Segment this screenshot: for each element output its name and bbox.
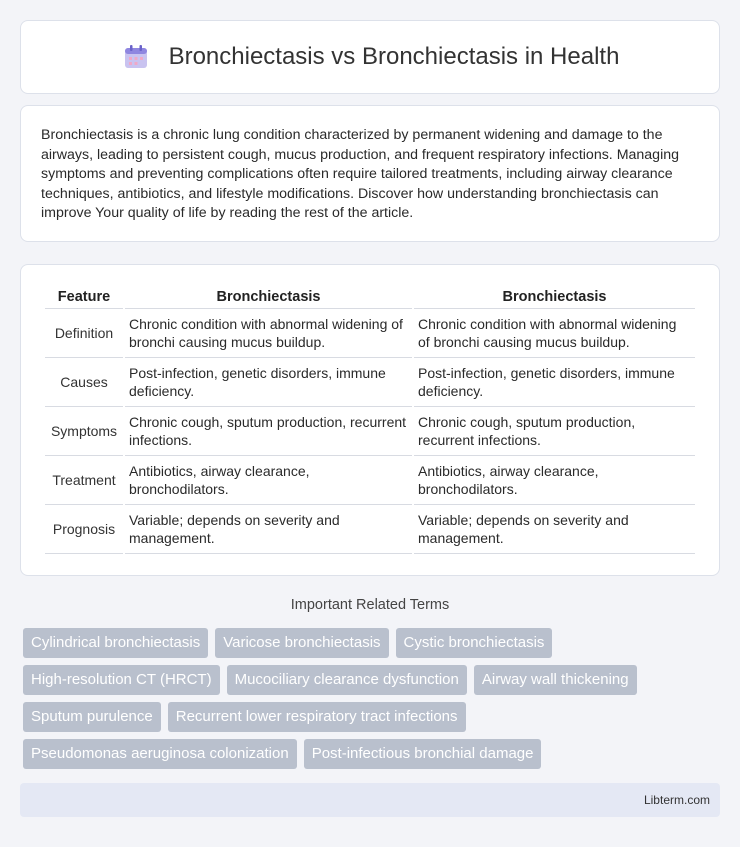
table-cell: Chronic condition with abnormal widening of bronchi causing mucus buildup. — [414, 309, 695, 358]
table-cell: Post-infection, genetic disorders, immune deficiency. — [414, 358, 695, 407]
table-cell: Chronic cough, sputum production, recurrent infections. — [414, 407, 695, 456]
table-cell: Chronic cough, sputum production, recurrent infections. — [125, 407, 412, 456]
related-term-chip[interactable]: Post-infectious bronchial damage — [304, 739, 542, 769]
intro-paragraph: Bronchiectasis is a chronic lung condition characterized by permanent widening and damage to the airways, leading to persistent cough, mucus production, and frequent respiratory infections. Managing symptoms and preventing complications often require tailored treatments, including airway clearance techniques, antibiotics, and lifestyle modifications. Discover how understanding bronchiectasis can improve Your quality of life by reading the rest of the article. — [41, 127, 680, 222]
related-term-chip[interactable]: Cylindrical bronchiectasis — [23, 628, 208, 658]
column-header: Bronchiectasis — [125, 285, 412, 309]
related-term-chip[interactable]: Airway wall thickening — [474, 665, 637, 695]
table-cell: Variable; depends on severity and management. — [414, 505, 695, 554]
intro-card — [20, 105, 720, 242]
column-header: Bronchiectasis — [414, 285, 695, 309]
related-terms-list — [23, 628, 723, 776]
header-card — [20, 20, 720, 94]
footer-brand-link[interactable]: Libterm.com — [643, 793, 710, 807]
related-term-chip[interactable]: Mucociliary clearance dysfunction — [227, 665, 467, 695]
comparison-table-card — [20, 264, 720, 576]
related-term-chip[interactable]: Recurrent lower respiratory tract infections — [168, 702, 466, 732]
related-terms-title: Important Related Terms — [290, 597, 450, 613]
table-row — [45, 309, 695, 358]
feature-cell: Treatment — [45, 456, 123, 505]
feature-cell: Definition — [45, 309, 123, 358]
table-cell: Antibiotics, airway clearance, bronchodilators. — [125, 456, 412, 505]
table-cell: Post-infection, genetic disorders, immune deficiency. — [125, 358, 412, 407]
table-row — [45, 505, 695, 554]
related-term-chip[interactable]: High-resolution CT (HRCT) — [23, 665, 220, 695]
related-term-chip[interactable]: Varicose bronchiectasis — [215, 628, 388, 658]
table-header-row — [45, 285, 695, 309]
calendar-icon — [121, 42, 151, 72]
column-header: Feature — [45, 285, 123, 309]
related-term-chip[interactable]: Sputum purulence — [23, 702, 161, 732]
comparison-table — [43, 285, 697, 554]
table-row — [45, 456, 695, 505]
table-row — [45, 358, 695, 407]
page-title: Bronchiectasis vs Bronchiectasis in Health — [168, 43, 620, 70]
feature-cell: Symptoms — [45, 407, 123, 456]
related-term-chip[interactable]: Pseudomonas aeruginosa colonization — [23, 739, 297, 769]
related-term-chip[interactable]: Cystic bronchiectasis — [396, 628, 553, 658]
feature-cell: Causes — [45, 358, 123, 407]
table-cell: Chronic condition with abnormal widening of bronchi causing mucus buildup. — [125, 309, 412, 358]
feature-cell: Prognosis — [45, 505, 123, 554]
footer — [20, 783, 720, 817]
table-row — [45, 407, 695, 456]
table-cell: Antibiotics, airway clearance, bronchodilators. — [414, 456, 695, 505]
table-cell: Variable; depends on severity and management. — [125, 505, 412, 554]
